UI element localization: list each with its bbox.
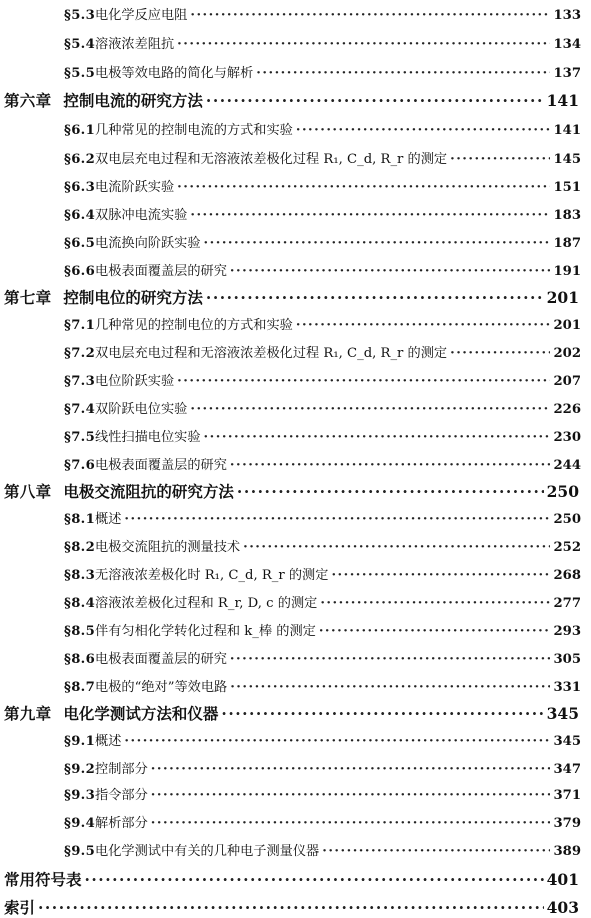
section-number: §6.1 [64,123,96,138]
section-number: §8.4 [64,596,96,611]
page-number: 250 [553,512,581,527]
dot-leader [204,236,551,251]
chapter-number: 第六章 [4,91,52,110]
toc-section-row [0,342,591,364]
page-number: 293 [553,624,581,639]
page-number: 277 [553,596,581,611]
section-title: 双脉冲电流实验 [95,208,188,223]
dot-leader [296,318,551,333]
section-number: §5.3 [64,8,96,23]
toc-chapter-row [0,702,591,724]
section-title: 电流换向阶跃实验 [95,236,201,251]
section-number: §9.3 [64,788,96,803]
section-number: §9.1 [64,734,96,749]
dot-leader [206,91,544,110]
section-title: 概述 [95,512,122,527]
dot-leader [243,540,550,555]
section-title: 电化学反应电阻 [95,8,188,23]
page-number: 403 [546,898,579,917]
section-number: §6.2 [64,152,96,167]
toc-section-row [0,812,591,834]
page-number: 371 [553,788,581,803]
chapter-title: 控制电位的研究方法 [63,288,203,307]
dot-leader [331,568,550,583]
chapter-title: 常用符号表 [4,870,82,889]
section-title: 几种常见的控制电位的方式和实验 [95,318,293,333]
toc-section-row [0,730,591,752]
dot-leader [237,482,544,501]
section-title: 双阶跃电位实验 [95,402,188,417]
section-number: §7.4 [64,402,96,417]
toc-section-row [0,33,591,55]
page-number: 244 [553,458,581,473]
dot-leader [204,430,551,445]
toc-section-row [0,398,591,420]
chapter-title: 电化学测试方法和仪器 [63,704,219,723]
toc-section-row [0,62,591,84]
page-number: 183 [553,208,581,223]
toc-section-row [0,620,591,642]
page-number: 207 [553,374,581,389]
section-title: 电极的“绝对”等效电路 [95,680,228,695]
toc-chapter-row [0,89,591,111]
page-number: 331 [553,680,581,695]
section-number: §8.3 [64,568,96,583]
toc-chapter-row [0,286,591,308]
section-title: 电流阶跃实验 [95,180,175,195]
page-number: 347 [553,762,581,777]
section-number: §6.3 [64,180,96,195]
page-number: 137 [553,66,581,81]
section-number: §7.5 [64,430,96,445]
section-title: 概述 [95,734,122,749]
toc-section-row [0,648,591,670]
page-number: 268 [553,568,581,583]
toc-section-row [0,4,591,26]
dot-leader [177,180,550,195]
toc-section-row [0,314,591,336]
page-number: 230 [553,430,581,445]
section-number: §8.7 [64,680,96,695]
dot-leader [230,458,551,473]
dot-leader [221,704,543,723]
page-number: 141 [546,91,579,110]
page-number: 187 [553,236,581,251]
section-number: §5.4 [64,37,96,52]
page-number: 202 [553,346,581,361]
section-title: 解析部分 [95,816,148,831]
section-number: §6.5 [64,236,96,251]
section-number: §9.2 [64,762,96,777]
section-number: §7.6 [64,458,96,473]
section-title: 线性扫描电位实验 [95,430,201,445]
page-number: 133 [553,8,581,23]
dot-leader [450,152,550,167]
dot-leader [320,596,550,611]
page-number: 345 [546,704,579,723]
chapter-title: 电极交流阻抗的研究方法 [63,482,234,501]
page-number: 389 [553,844,581,859]
section-number: §8.6 [64,652,96,667]
page-number: 379 [553,816,581,831]
toc-chapter-row [0,896,591,918]
page-number: 151 [553,180,581,195]
section-number: §7.3 [64,374,96,389]
page-number: 401 [546,870,579,889]
chapter-title: 控制电流的研究方法 [63,91,203,110]
toc-section-row [0,676,591,698]
dot-leader [296,123,551,138]
dot-leader [322,844,550,859]
section-title: 电极表面覆盖层的研究 [95,264,227,279]
toc-section-row [0,119,591,141]
section-title: 控制部分 [95,762,148,777]
section-title: 伴有匀相化学转化过程和 k_棒 的测定 [95,624,316,639]
page-number: 345 [553,734,581,749]
page-number: 250 [546,482,579,501]
toc-section-row [0,260,591,282]
toc-section-row [0,784,591,806]
chapter-number: 第八章 [4,482,52,501]
toc-section-row [0,204,591,226]
toc-chapter-row [0,480,591,502]
dot-leader [319,624,551,639]
toc-section-row [0,232,591,254]
section-title: 几种常见的控制电流的方式和实验 [95,123,293,138]
toc-chapter-row [0,868,591,890]
dot-leader [177,374,550,389]
chapter-number: 第七章 [4,288,52,307]
section-number: §7.1 [64,318,96,333]
toc-section-row [0,508,591,530]
dot-leader [256,66,550,81]
dot-leader [230,264,551,279]
section-number: §5.5 [64,66,96,81]
section-number: §9.4 [64,816,96,831]
toc-section-row [0,370,591,392]
dot-leader [450,346,550,361]
page-number: 141 [553,123,581,138]
toc-section-row [0,564,591,586]
toc-section-row [0,148,591,170]
toc-section-row [0,592,591,614]
toc-section-row [0,426,591,448]
page-number: 145 [553,152,581,167]
section-title: 指令部分 [95,788,148,803]
section-title: 无溶液浓差极化时 R₁, C_d, R_r 的测定 [95,568,329,583]
dot-leader [230,680,550,695]
page-number: 201 [546,288,579,307]
dot-leader [151,762,551,777]
page-number: 226 [553,402,581,417]
section-title: 双电层充电过程和无溶液浓差极化过程 R₁, C_d, R_r 的测定 [95,152,448,167]
section-number: §6.6 [64,264,96,279]
section-number: §6.4 [64,208,96,223]
dot-leader [85,870,544,889]
section-number: §8.1 [64,512,96,527]
section-title: 电化学测试中有关的几种电子测量仪器 [95,844,320,859]
toc-section-row [0,176,591,198]
section-number: §8.2 [64,540,96,555]
section-number: §7.2 [64,346,96,361]
dot-leader [190,8,550,23]
section-number: §9.5 [64,844,96,859]
section-number: §8.5 [64,624,96,639]
section-title: 溶液浓差极化过程和 R_r, D, c 的测定 [95,596,318,611]
dot-leader [190,402,550,417]
toc-section-row [0,758,591,780]
section-title: 电极表面覆盖层的研究 [95,458,227,473]
toc-section-row [0,840,591,862]
page-number: 134 [553,37,581,52]
toc-section-row [0,454,591,476]
section-title: 电极交流阻抗的测量技术 [95,540,241,555]
section-title: 溶液浓差阻抗 [95,37,175,52]
chapter-number: 第九章 [4,704,52,723]
dot-leader [124,734,550,749]
section-title: 电极表面覆盖层的研究 [95,652,227,667]
dot-leader [177,37,550,52]
page-number: 191 [553,264,581,279]
dot-leader [206,288,544,307]
section-title: 双电层充电过程和无溶液浓差极化过程 R₁, C_d, R_r 的测定 [95,346,448,361]
dot-leader [124,512,550,527]
dot-leader [151,788,551,803]
dot-leader [190,208,550,223]
page-number: 201 [553,318,581,333]
toc-section-row [0,536,591,558]
page-number: 252 [553,540,581,555]
section-title: 电位阶跃实验 [95,374,175,389]
page-number: 305 [553,652,581,667]
section-title: 电极等效电路的简化与解析 [95,66,254,81]
dot-leader [230,652,551,667]
chapter-title: 索引 [4,898,36,917]
dot-leader [151,816,551,831]
